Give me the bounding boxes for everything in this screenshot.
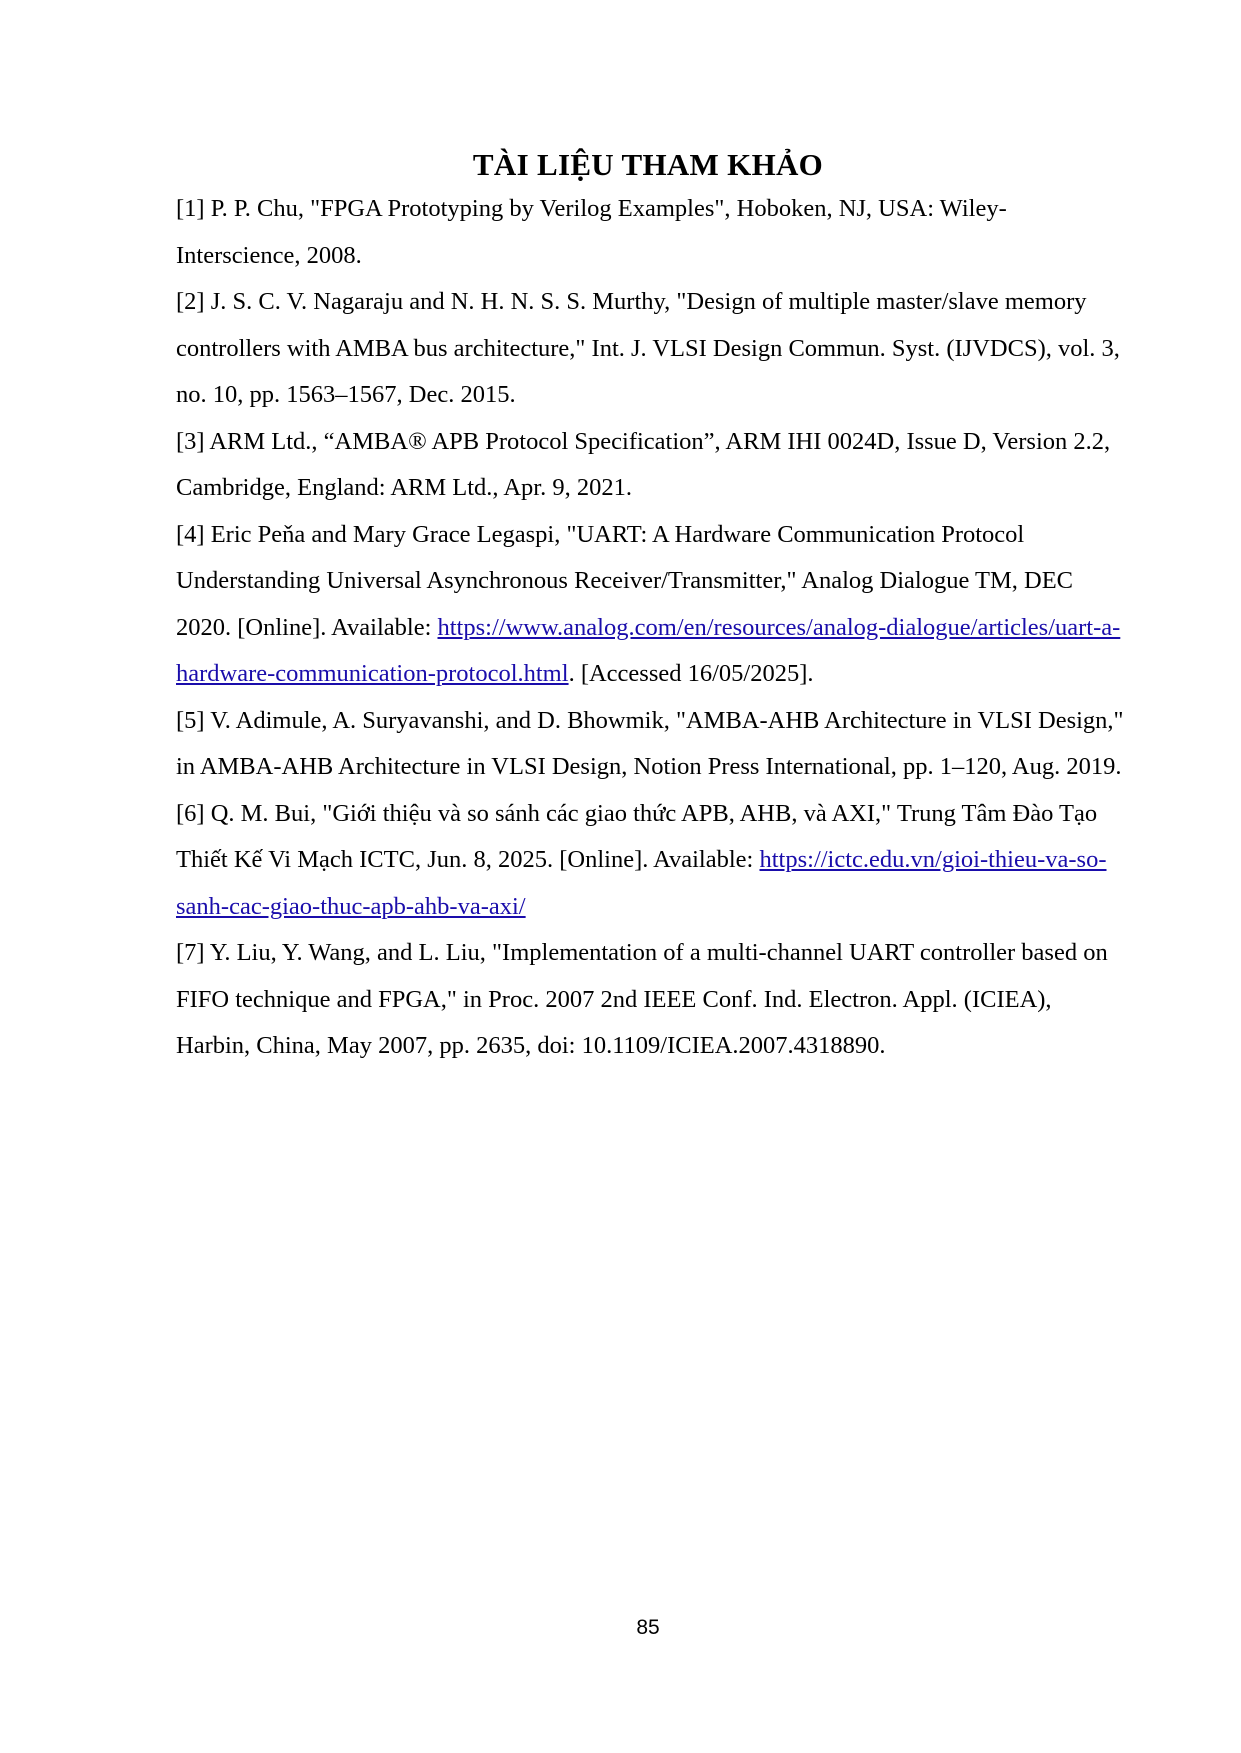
reference-item-7: [7] Y. Liu, Y. Wang, and L. Liu, "Implementation of a multi-channel UART controller based on FIFO technique and FPGA," in Proc. 2007 2nd IEEE Conf. Ind. Electron. Appl. (ICIEA), Harbin, China, May 2007, pp. 2635, doi: 10.1109/ICIEA.2007.4318890. [176,939,1108,1059]
page-title: TÀI LIỆU THAM KHẢO [472,147,824,182]
reference-item-4 [176,512,1126,698]
reference-6-text: [6] Q. M. Bui, "Giới thiệu và so sánh các giao thức APB, AHB, và AXI," Trung Tâm Đào Tạo Thiết Kế Vi Mạch ICTC, Jun. 8, 2025. [Online]. Available: [176,799,1098,873]
reference-item-1: [1] P. P. Chu, "FPGA Prototyping by Verilog Examples", Hoboken, NJ, USA: Wiley-Interscience, 2008. [176,195,1007,269]
reference-4-text: [4] Eric Peňa and Mary Grace Legaspi, "UART: A Hardware Communication Protocol Understanding Universal Asynchronous Receiver/Transmitter," Analog Dialogue TM, DEC 2020. [Online]. Available: [176,520,1074,641]
reference-item-5: [5] V. Adimule, A. Suryavanshi, and D. Bhowmik, "AMBA-AHB Architecture in VLSI Design," in AMBA-AHB Architecture in VLSI Design, Notion Press International, pp. 1–120, Aug. 2019. [176,706,1124,780]
reference-item-3: [3] ARM Ltd., “AMBA® APB Protocol Specification”, ARM IHI 0024D, Issue D, Version 2.2, Cambridge, England: ARM Ltd., Apr. 9, 2021. [176,427,1111,501]
reference-item-2: [2] J. S. C. V. Nagaraju and N. H. N. S. S. Murthy, "Design of multiple master/slave memory controllers with AMBA bus architecture," Int. J. VLSI Design Commun. Syst. (IJVDCS), vol. 3, no. 10, pp. 1563–1567, Dec. 2015. [176,288,1120,408]
page-number: 85 [636,1616,660,1639]
reference-4-link[interactable]: https://www.analog.com/en/resources/analog-dialogue/articles/uart-a-hardware-communication-protocol.html [176,613,1121,687]
reference-4-text-after: . [Accessed 16/05/2025]. [568,660,814,687]
reference-6-link[interactable]: https://ictc.edu.vn/gioi-thieu-va-so-sanh-cac-giao-thuc-apb-ahb-va-axi/ [176,846,1107,920]
reference-item-6 [176,791,1126,931]
reference-list [176,186,1126,1070]
